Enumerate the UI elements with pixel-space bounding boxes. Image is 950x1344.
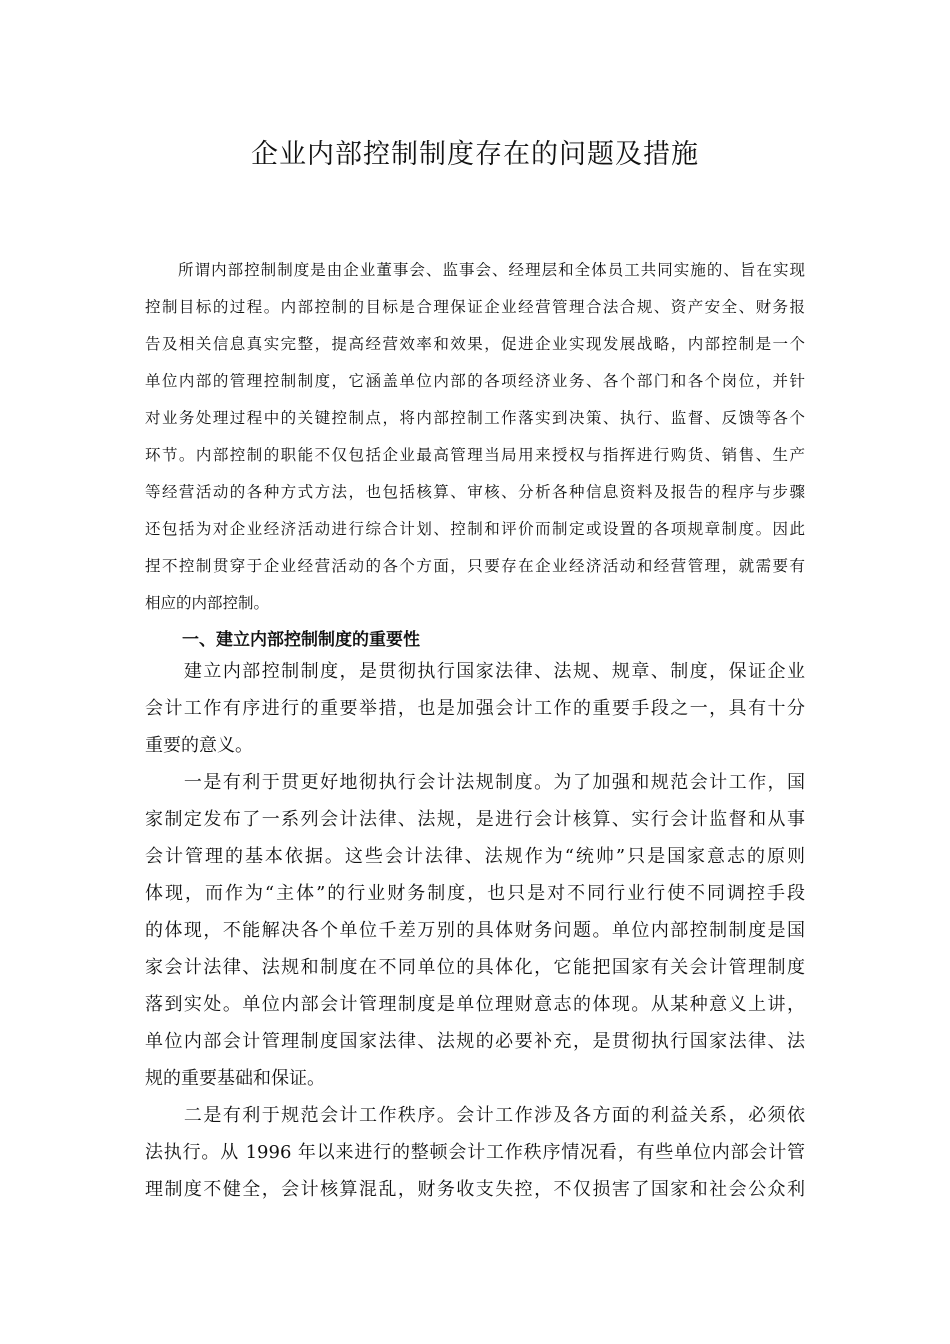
text-line: 会计工作有序进行的重要举措，也是加强会计工作的重要手段之一，具有十分 <box>145 698 805 719</box>
text-line: 会计管理的基本依据。这些会计法律、法规作为“统帅”只是国家意志的原则 <box>145 846 805 867</box>
section-heading: 一、建立内部控制制度的重要性 <box>182 630 420 650</box>
text-line: 建立内部控制制度，是贯彻执行国家法律、法规、规章、制度，保证企业 <box>145 661 805 682</box>
text-line: 规的重要基础和保证。 <box>145 1068 325 1089</box>
text-line: 单位内部会计管理制度国家法律、法规的必要补充，是贯彻执行国家法律、法 <box>145 1031 805 1052</box>
text-line: 环节。内部控制的职能不仅包括企业最高管理当局用来授权与指挥进行购货、销售、生产 <box>145 446 805 464</box>
text-line: 所谓内部控制制度是由企业董事会、监事会、经理层和全体员工共同实施的、旨在实现 <box>145 261 805 279</box>
text-line: 家会计法律、法规和制度在不同单位的具体化，它能把国家有关会计管理制度 <box>145 957 805 978</box>
text-line: 对业务处理过程中的关键控制点，将内部控制工作落实到决策、执行、监督、反馈等各个 <box>145 409 805 427</box>
text-line: 控制目标的过程。内部控制的目标是合理保证企业经营管理合法合规、资产安全、财务报 <box>145 298 805 316</box>
text-line: 法执行。从 1996 年以来进行的整顿会计工作秩序情况看，有些单位内部会计管 <box>145 1142 805 1163</box>
text-line: 理制度不健全，会计核算混乱，财务收支失控，不仅损害了国家和社会公众利 <box>145 1179 805 1200</box>
document-title: 企业内部控制制度存在的问题及措施 <box>251 139 699 170</box>
text-line: 单位内部的管理控制制度，它涵盖单位内部的各项经济业务、各个部门和各个岗位，并针 <box>145 372 805 390</box>
text-line: 体现，而作为“主体”的行业财务制度，也只是对不同行业行使不同调控手段 <box>145 883 805 904</box>
text-line: 告及相关信息真实完整，提高经营效率和效果，促进企业实现发展战略，内部控制是一个 <box>145 335 805 353</box>
text-line: 重要的意义。 <box>145 735 253 756</box>
text-line: 落到实处。单位内部会计管理制度是单位理财意志的体现。从某种意义上讲， <box>145 994 805 1015</box>
text-line: 家制定发布了一系列会计法律、法规，是进行会计核算、实行会计监督和从事 <box>145 809 805 830</box>
text-line: 的体现，不能解决各个单位千差万别的具体财务问题。单位内部控制制度是国 <box>145 920 805 941</box>
text-line: 相应的内部控制。 <box>145 594 270 612</box>
text-line: 等经营活动的各种方式方法，也包括核算、审核、分析各种信息资料及报告的程序与步骤 <box>145 483 805 501</box>
text-line: 还包括为对企业经济活动进行综合计划、控制和评价而制定或设置的各项规章制度。因此 <box>145 520 805 538</box>
text-line: 一是有利于贯更好地彻执行会计法规制度。为了加强和规范会计工作，国 <box>145 772 805 793</box>
text-line: 捏不控制贯穿于企业经营活动的各个方面，只要存在企业经济活动和经营管理，就需要有 <box>145 557 805 575</box>
text-line: 二是有利于规范会计工作秩序。会计工作涉及各方面的利益关系，必须依 <box>145 1105 805 1126</box>
